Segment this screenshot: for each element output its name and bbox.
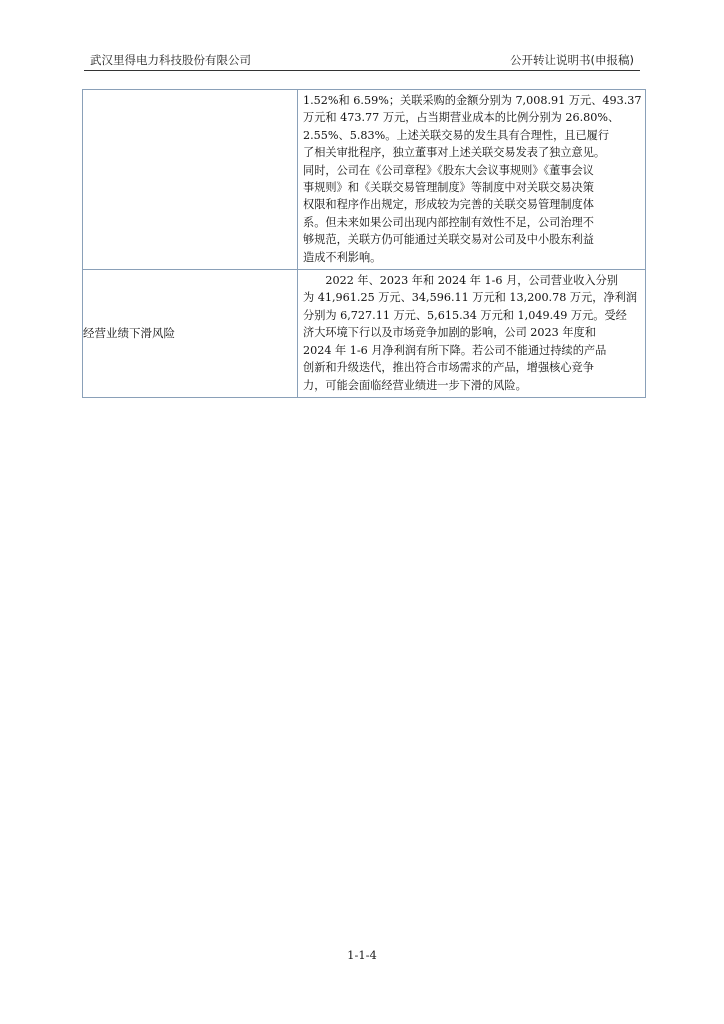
risk-description [298,270,646,398]
text-line: 济大环境下行以及市场竞争加剧的影响，公司 2023 年度和 [303,326,596,340]
text-line: 万元和 473.77 万元，占当期营业成本的比例分别为 26.80%、 [303,111,620,125]
text-line: 1.52%和 6.59%；关联采购的金额分别为 7,008.91 万元、493.37 [303,94,642,107]
page-number: 1-1-4 [347,948,377,962]
text-line: 创新和升级迭代，推出符合市场需求的产品，增强核心竞争 [303,361,594,375]
risk-description [298,90,646,270]
text-line: 同时，公司在《公司章程》《股东大会议事规则》《董事会议 [303,163,594,177]
text-line: 事规则》和《关联交易管理制度》等制度中对关联交易决策 [303,181,594,195]
company-name: 武汉里得电力科技股份有限公司 [90,53,251,67]
page-header [84,50,640,71]
text-line: 权限和程序作出规定，形成较为完善的关联交易管理制度体 [303,198,594,212]
text-line: 造成不利影响。 [303,250,382,264]
risk-table [82,89,646,398]
risk-label: 经营业绩下滑风险 [83,270,298,398]
text-line: 力，可能会面临经营业绩进一步下滑的风险。 [303,378,527,392]
text-line: 2024 年 1-6 月净利润有所下降。若公司不能通过持续的产品 [303,343,607,357]
text-line: 系。但未来如果公司出现内部控制有效性不足，公司治理不 [303,215,594,229]
document-title: 公开转让说明书(申报稿) [510,53,634,67]
table-row [83,270,646,398]
text-line: 够规范，关联方仍可能通过关联交易对公司及中小股东利益 [303,233,594,247]
table-row [83,90,646,270]
text-line: 为 41,961.25 万元、34,596.11 万元和 13,200.78 万元，净利润 [303,291,638,305]
risk-label [83,90,298,270]
text-line: 了相关审批程序，独立董事对上述关联交易发表了独立意见。 [303,146,606,160]
text-line: 2022 年、2023 年和 2024 年 1-6 月，公司营业收入分别 [303,274,618,288]
text-line: 分别为 6,727.11 万元、5,615.34 万元和 1,049.49 万元。受经 [303,308,627,322]
text-line: 2.55%、5.83%。上述关联交易的发生具有合理性，且已履行 [303,128,610,142]
